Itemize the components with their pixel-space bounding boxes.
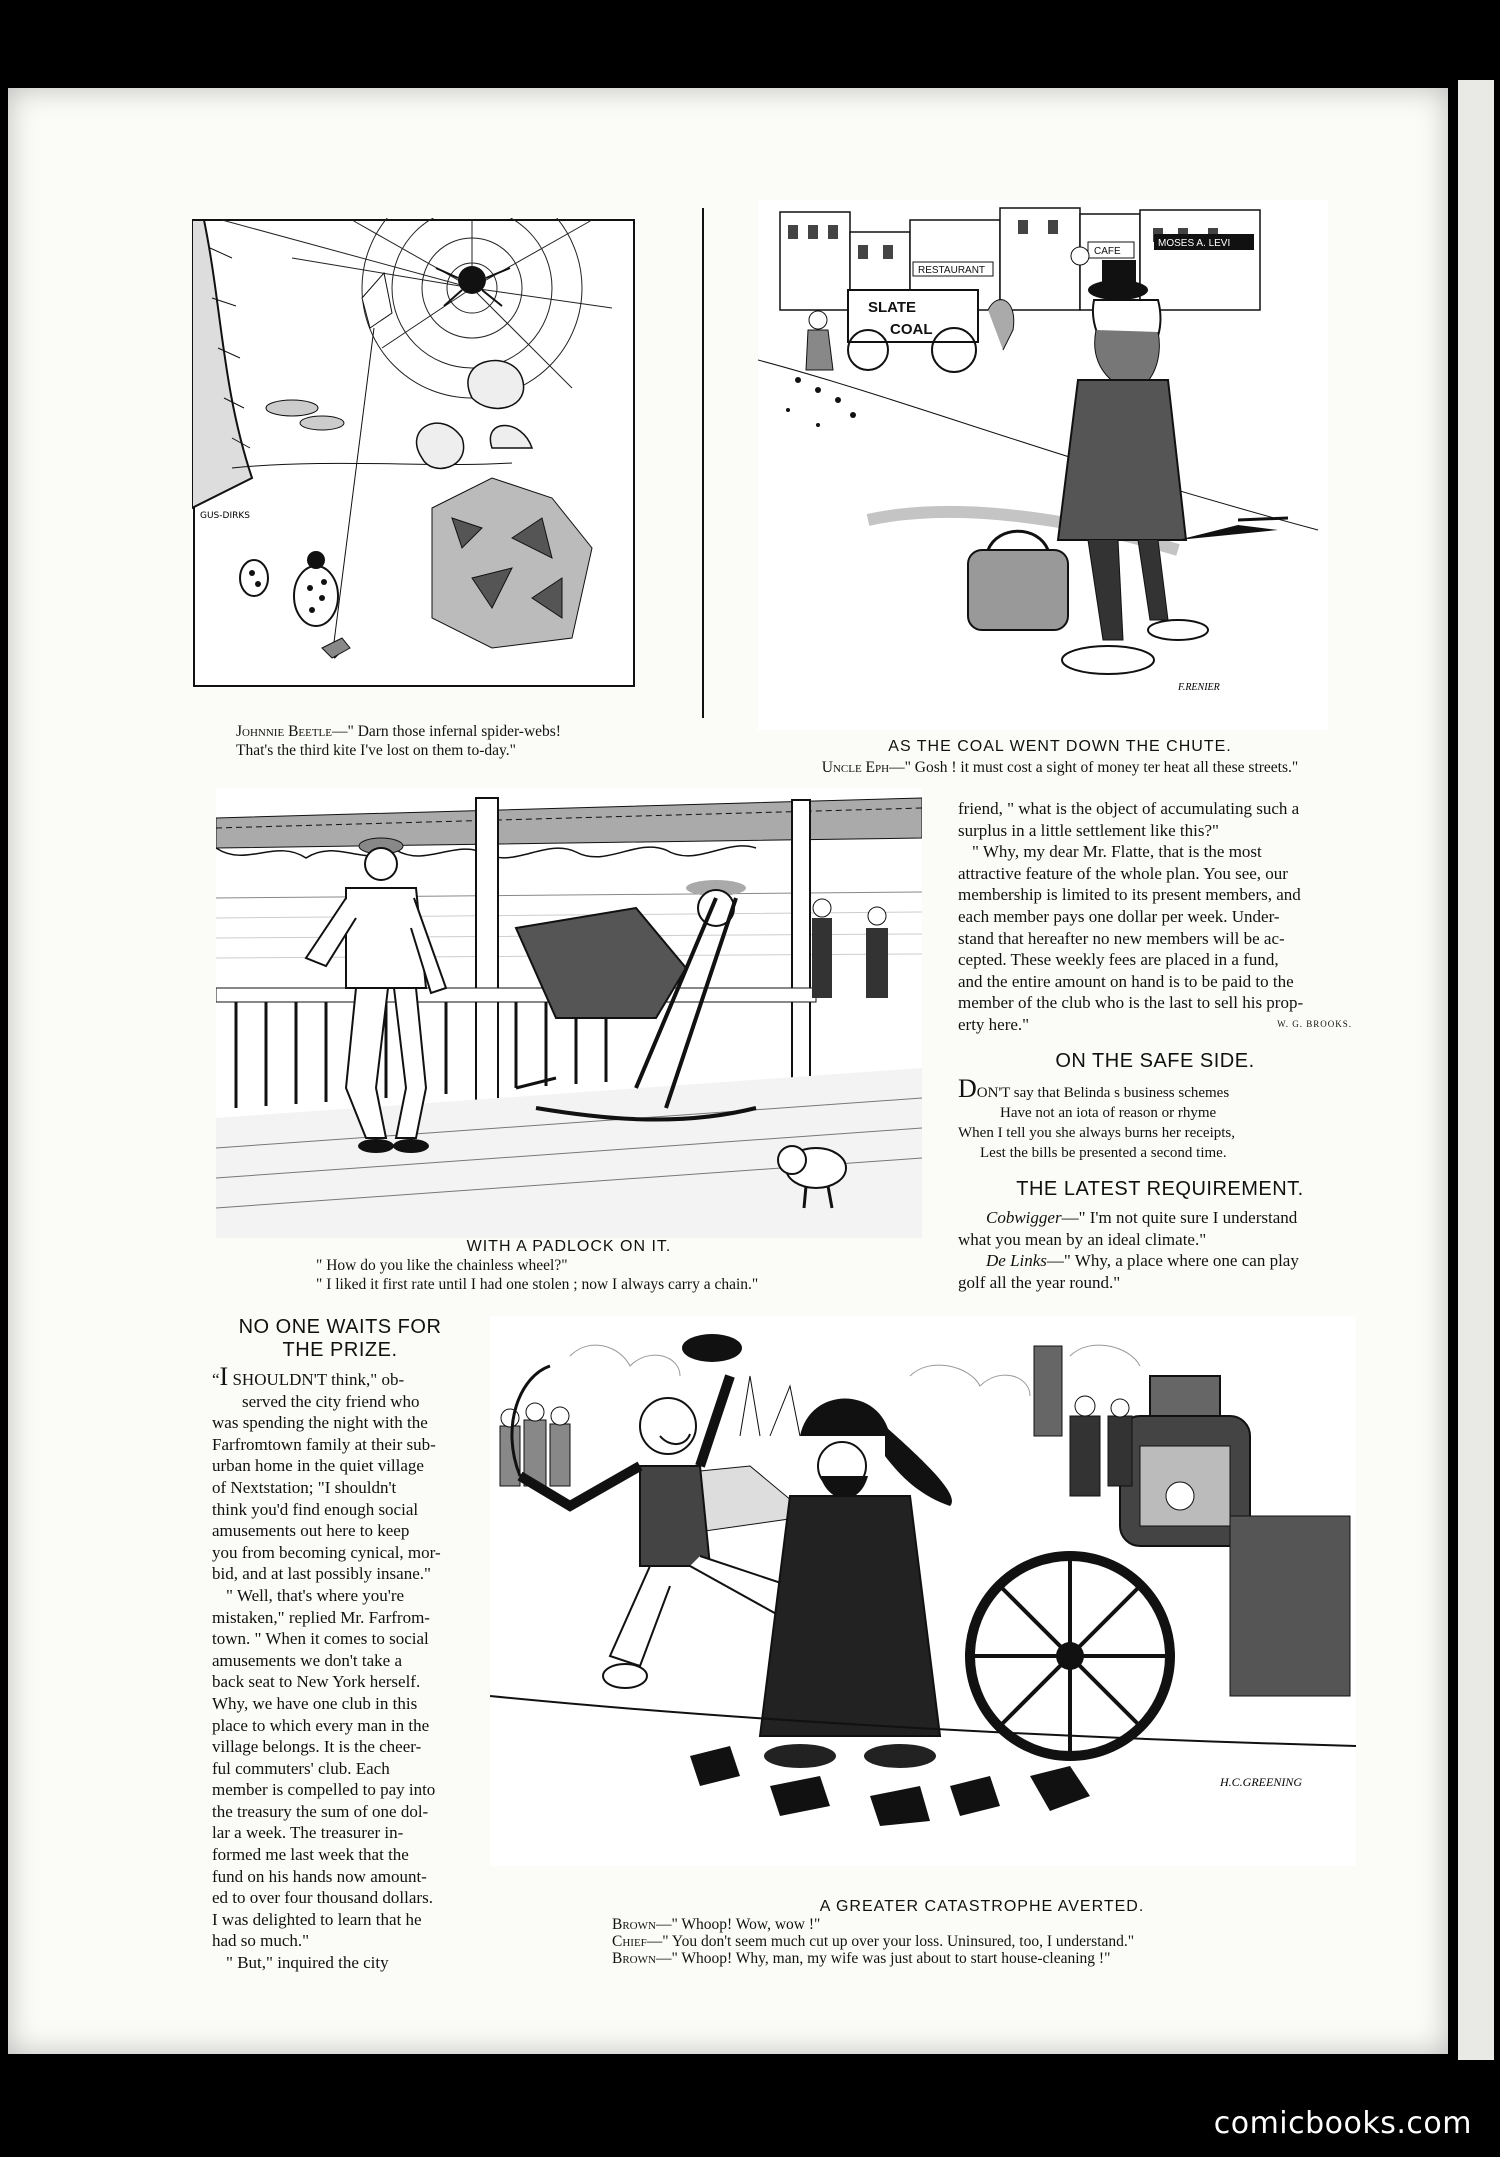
story-line: lar a week. The treasurer in- — [212, 1823, 404, 1843]
catastrophe-line: —" Whoop! Wow, wow !" — [655, 1916, 821, 1933]
story-cont-line: erty here." — [958, 1014, 1030, 1034]
story-line: ful commuters' club. Each — [212, 1758, 390, 1778]
poem-block — [958, 1050, 1352, 1163]
story-line: had so much." — [212, 1931, 310, 1951]
poem-line: When I tell you she always burns her receipts, — [958, 1125, 1235, 1141]
story-author: W. G. BROOKS. — [1277, 1018, 1352, 1029]
catastrophe-cartoon — [490, 1316, 1356, 1866]
story-continued — [958, 798, 1352, 1036]
story-line: Why, we have one club in this — [212, 1693, 418, 1713]
story-line: of Nextstation; "I shouldn't — [212, 1477, 397, 1497]
catastrophe-caption — [612, 1898, 1352, 1967]
next-page-edge — [1458, 80, 1494, 2060]
requirement-heading: THE LATEST REQUIREMENT. — [1016, 1178, 1304, 1200]
coal-caption — [760, 738, 1360, 777]
requirement-line1b: what you mean by an ideal climate." — [958, 1229, 1207, 1249]
story-cont-line: membership is limited to its present members, and — [958, 885, 1301, 905]
story-dropcap: I — [219, 1362, 229, 1391]
beetle-illustration — [192, 218, 636, 688]
story-line: served the city friend who — [242, 1391, 420, 1411]
story-cont-line: each member pays one dollar per week. Under- — [958, 906, 1280, 926]
story-heading-line1: NO ONE WAITS FOR — [238, 1316, 442, 1338]
story-line: was spending the night with the — [212, 1413, 428, 1433]
story-line: formed me last week that the — [212, 1845, 409, 1865]
story-line: village belongs. It is the cheer- — [212, 1737, 422, 1757]
story-line: member is compelled to pay into — [212, 1780, 436, 1800]
restaurant-sign: RESTAURANT — [918, 265, 986, 276]
requirement-speaker2: De Links — [986, 1251, 1047, 1271]
wagon-slate-label: SLATE — [868, 299, 917, 316]
poem-heading: ON THE SAFE SIDE. — [1055, 1050, 1255, 1072]
story-line: fund on his hands now amount- — [212, 1866, 427, 1886]
padlock-caption-line1: " How do you like the chainless wheel?" — [316, 1257, 568, 1274]
padlock-caption — [216, 1238, 922, 1294]
requirement-line2b: golf all the year round." — [958, 1272, 1121, 1292]
coal-caption-text: —" Gosh ! it must cost a sight of money ter heat all these streets." — [889, 759, 1299, 776]
coal-cartoon — [758, 200, 1328, 730]
beetle-caption-line2: That's the third kite I've lost on them to-day." — [236, 742, 516, 759]
story-line: mistaken," replied Mr. Farfrom- — [212, 1607, 430, 1627]
padlock-caption-title: WITH A PADLOCK ON IT. — [466, 1238, 672, 1255]
story-line: I was delighted to learn that he — [212, 1909, 422, 1929]
story-line: urban home in the quiet village — [212, 1456, 424, 1476]
story-line: " Well, that's where you're — [226, 1585, 405, 1605]
catastrophe-speaker: Brown — [612, 1916, 656, 1933]
story-line: amusements we don't take a — [212, 1650, 403, 1670]
poem-line: Have not an iota of reason or rhyme — [1000, 1105, 1217, 1121]
wagon-coal-label: COAL — [890, 321, 933, 338]
coal-caption-title: AS THE COAL WENT DOWN THE CHUTE. — [888, 738, 1232, 755]
catastrophe-line: —" You don't seem much cut up over your loss. Uninsured, too, I understand." — [646, 1933, 1135, 1950]
story-cont-line: friend, " what is the object of accumulating such a — [958, 799, 1300, 818]
catastrophe-caption-title: A GREATER CATASTROPHE AVERTED. — [819, 1898, 1145, 1915]
story-cont-line: member of the club who is the last to sell his prop- — [958, 993, 1304, 1013]
beetle-caption-line1: —" Darn those infernal spider-webs! — [332, 723, 561, 740]
catastrophe-signature: H.C.GREENING — [1220, 1775, 1302, 1789]
catastrophe-illustration — [490, 1316, 1356, 1866]
story-cont-line: surplus in a little settlement like this?" — [958, 820, 1219, 840]
beetle-caption — [236, 722, 656, 760]
padlock-illustration — [216, 788, 922, 1238]
requirement-line1: —" I'm not quite sure I understand — [1061, 1208, 1298, 1227]
coal-illustration — [758, 200, 1328, 730]
story-line: you from becoming cynical, mor- — [212, 1542, 441, 1562]
story-block: NO ONE WAITS FOR THE PRIZE. “I SHOULDN'T think," ob- served the city friend who was spending the night with the Farfromtown family at their sub- urban home in the quiet village of Nextstation; "I shouldn't think you'd find enough social amusements out here to keep you from becoming cynical, mor- bid, and at last possibly insane." " Well, that's where you're mistaken," replied Mr. Farfrom- town. " When it comes to social amusements we don't take a back seat to New York herself. Why, we have one club in this place to which every man in the village belongs. It is the cheer- ful commuters' club. Each member is compelled to pay into the treasury the sum of one dol- lar a week. The treasurer in- formed me last week that the fund on his hands now amount- ed to over four thousand dollars. I was delighted to learn that he had so much." " But," inquired the city — [212, 1316, 468, 1974]
story-cont-line: attractive feature of the whole plan. You see, our — [958, 863, 1288, 883]
story-line: bid, and at last possibly insane." — [212, 1564, 431, 1584]
story-line: back seat to New York herself. — [212, 1672, 421, 1692]
coal-signature: F.RENIER — [1178, 682, 1220, 693]
beetle-cartoon — [192, 218, 636, 688]
story-line: SHOULDN'T think," ob- — [232, 1370, 405, 1389]
padlock-cartoon — [216, 788, 922, 1238]
story-line: " But," inquired the city — [226, 1953, 389, 1973]
catastrophe-speaker: Chief — [612, 1933, 647, 1950]
story-line: town. " When it comes to social — [212, 1629, 429, 1649]
poem-first-line: ON'T say that Belinda s business schemes — [976, 1085, 1230, 1101]
story-cont-line: and the entire amount on hand is to be paid to the — [958, 971, 1294, 991]
requirement-line2: —" Why, a place where one can play — [1046, 1251, 1299, 1271]
story-line: amusements out here to keep — [212, 1521, 410, 1541]
story-line: place to which every man in the — [212, 1715, 430, 1735]
requirement-speaker1: Cobwigger — [986, 1208, 1062, 1227]
story-line: ed to over four thousand dollars. — [212, 1888, 433, 1908]
poem-line: Lest the bills be presented a second time. — [980, 1145, 1227, 1161]
column-divider — [702, 208, 704, 718]
site-watermark: comicbooks.com — [1213, 2106, 1472, 2141]
catastrophe-line: —" Whoop! Why, man, my wife was just about to start house-cleaning !" — [655, 1950, 1111, 1967]
padlock-caption-line2: " I liked it first rate until I had one stolen ; now I always carry a chain." — [316, 1276, 759, 1293]
levi-sign: MOSES A. LEVI — [1158, 238, 1231, 249]
story-cont-line: " Why, my dear Mr. Flatte, that is the most — [972, 842, 1262, 862]
story-cont-line: cepted. These weekly fees are placed in a fund, — [958, 950, 1279, 970]
story-line: Farfromtown family at their sub- — [212, 1434, 436, 1454]
story-heading-line2: THE PRIZE. — [282, 1339, 398, 1361]
catastrophe-speaker: Brown — [612, 1950, 656, 1967]
story-line: think you'd find enough social — [212, 1499, 419, 1519]
story-line: the treasury the sum of one dol- — [212, 1801, 429, 1821]
coal-speaker: Uncle Eph — [821, 759, 890, 776]
beetle-speaker: Johnnie Beetle — [236, 723, 332, 740]
poem-dropcap: D — [958, 1074, 977, 1103]
requirement-block — [958, 1178, 1362, 1293]
story-cont-line: stand that hereafter no new members will be ac- — [958, 928, 1285, 948]
beetle-signature: GUS-DIRKS — [200, 511, 250, 521]
cafe-sign: CAFE — [1094, 246, 1121, 257]
